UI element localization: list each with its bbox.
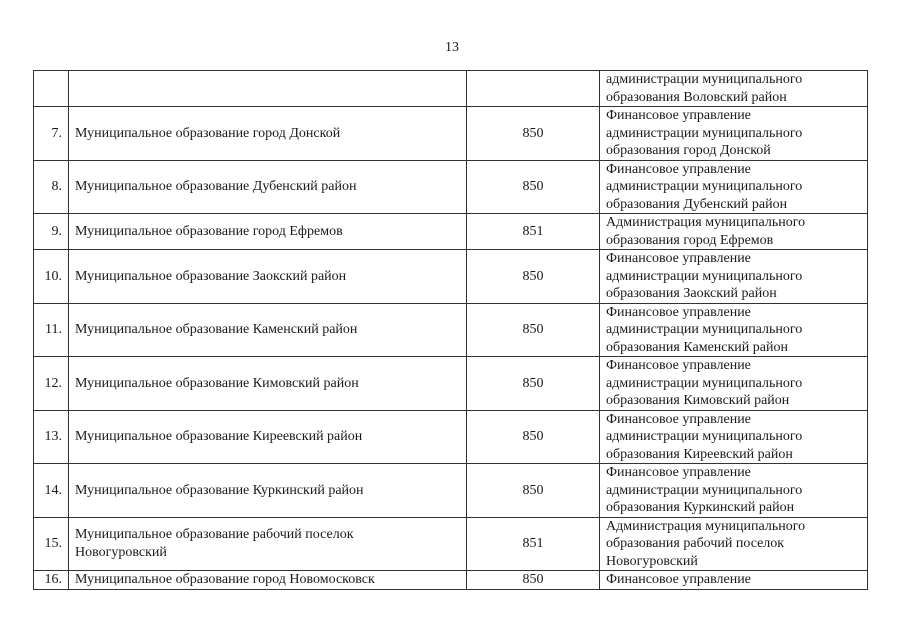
row-number: 14. [34, 464, 69, 518]
row-number: 12. [34, 357, 69, 411]
administrator-organization-line: Финансовое управление [606, 251, 751, 266]
row-number: 10. [34, 250, 69, 304]
municipalities-table [33, 70, 868, 590]
municipality-name-line: Муниципальное образование Дубенский район [75, 179, 357, 194]
administrator-code: 850 [467, 250, 600, 304]
municipality-name [69, 107, 467, 161]
municipality-name [69, 214, 467, 250]
table-row [34, 571, 868, 590]
administrator-code: 850 [467, 571, 600, 590]
administrator-code: 850 [467, 160, 600, 214]
table-row [34, 357, 868, 411]
municipality-name [69, 357, 467, 411]
administrator-code: 850 [467, 357, 600, 411]
administrator-organization-line: образования Каменский район [606, 339, 788, 355]
administrator-organization-line: Финансовое управление [606, 161, 751, 177]
municipality-name [69, 517, 467, 571]
table-row [34, 160, 868, 214]
administrator-organization-line: образования Заокский район [606, 286, 777, 301]
administrator-code: 850 [467, 464, 600, 518]
row-number: 8. [34, 160, 69, 214]
administrator-organization-line: образования Воловский район [606, 89, 787, 105]
administrator-code: 850 [467, 107, 600, 161]
administrator-organization-line: Администрация муниципального [606, 518, 806, 534]
administrator-organization-line: Новогуровский [606, 553, 698, 569]
administrator-organization-line: образования город Ефремов [606, 232, 774, 248]
row-number: 15. [34, 517, 69, 571]
municipality-name-line: Муниципальное образование город Ефремов [75, 223, 343, 239]
table-body [34, 71, 868, 590]
municipality-name-line: Муниципальное образование город Донской [75, 125, 341, 141]
municipality-name-line: Муниципальное образование Кимовский район [75, 375, 359, 391]
administrator-organization [600, 250, 868, 304]
municipality-name-line: Муниципальное образование Каменский район [75, 322, 358, 337]
administrator-organization-line: администрации муниципального [606, 322, 803, 337]
administrator-organization-line: Финансовое управление [606, 572, 751, 587]
municipality-name [69, 464, 467, 518]
table-row [34, 250, 868, 304]
administrator-organization-line: администрации муниципального [606, 429, 803, 444]
administrator-organization-line: администрации муниципального [606, 125, 803, 141]
administrator-organization-line: администрации муниципального [606, 72, 803, 87]
administrator-organization-line: Финансовое управление [606, 304, 751, 320]
administrator-organization-line: администрации муниципального [606, 268, 803, 284]
administrator-code: 851 [467, 517, 600, 571]
table-row [34, 71, 868, 107]
municipality-name-line: Муниципальное образование Заокский район [75, 268, 347, 284]
administrator-organization [600, 357, 868, 411]
administrator-organization [600, 410, 868, 464]
administrator-organization [600, 464, 868, 518]
row-number: 13. [34, 410, 69, 464]
administrator-code [467, 71, 600, 107]
administrator-code: 850 [467, 410, 600, 464]
municipality-name-line: Муниципальное образование город Новомосковск [75, 572, 375, 587]
row-number [34, 71, 69, 107]
administrator-organization-line: Финансовое управление [606, 465, 751, 480]
administrator-organization [600, 107, 868, 161]
administrator-organization-line: образования Киреевский район [606, 446, 793, 462]
administrator-organization-line: администрации муниципального [606, 375, 803, 391]
administrator-organization-line: образования рабочий поселок [606, 536, 785, 551]
administrator-organization-line: Финансовое управление [606, 358, 751, 373]
municipality-name [69, 71, 467, 107]
administrator-organization-line: Финансовое управление [606, 108, 751, 123]
table-row [34, 303, 868, 357]
municipality-name [69, 160, 467, 214]
municipality-name [69, 410, 467, 464]
row-number: 7. [34, 107, 69, 161]
municipality-name-line: Муниципальное образование Куркинский район [75, 482, 364, 498]
page-number: 13 [445, 40, 459, 55]
administrator-code: 851 [467, 214, 600, 250]
administrator-organization-line: Администрация муниципального [606, 215, 806, 230]
administrator-organization-line: образования город Донской [606, 143, 771, 158]
row-number: 9. [34, 214, 69, 250]
municipality-name-line: Новогуровский [75, 544, 167, 560]
municipality-name [69, 250, 467, 304]
administrator-organization [600, 160, 868, 214]
municipality-name-line: Муниципальное образование рабочий поселок [75, 527, 354, 543]
row-number: 11. [34, 303, 69, 357]
municipality-name [69, 303, 467, 357]
table-row [34, 464, 868, 518]
row-number: 16. [34, 571, 69, 590]
municipality-name-line: Муниципальное образование Киреевский район [75, 429, 363, 444]
administrator-organization [600, 303, 868, 357]
administrator-organization-line: Финансовое управление [606, 411, 751, 427]
municipality-name [69, 571, 467, 590]
administrator-organization-line: образования Кимовский район [606, 393, 790, 408]
administrator-organization-line: администрации муниципального [606, 482, 803, 498]
administrator-organization [600, 214, 868, 250]
table-row [34, 517, 868, 571]
administrator-organization-line: образования Куркинский район [606, 500, 795, 515]
administrator-organization-line: образования Дубенский район [606, 196, 788, 212]
table-row [34, 214, 868, 250]
administrator-organization [600, 571, 868, 590]
table-row [34, 410, 868, 464]
administrator-code: 850 [467, 303, 600, 357]
administrator-organization-line: администрации муниципального [606, 179, 803, 194]
table-row [34, 107, 868, 161]
administrator-organization [600, 71, 868, 107]
administrator-organization [600, 517, 868, 571]
